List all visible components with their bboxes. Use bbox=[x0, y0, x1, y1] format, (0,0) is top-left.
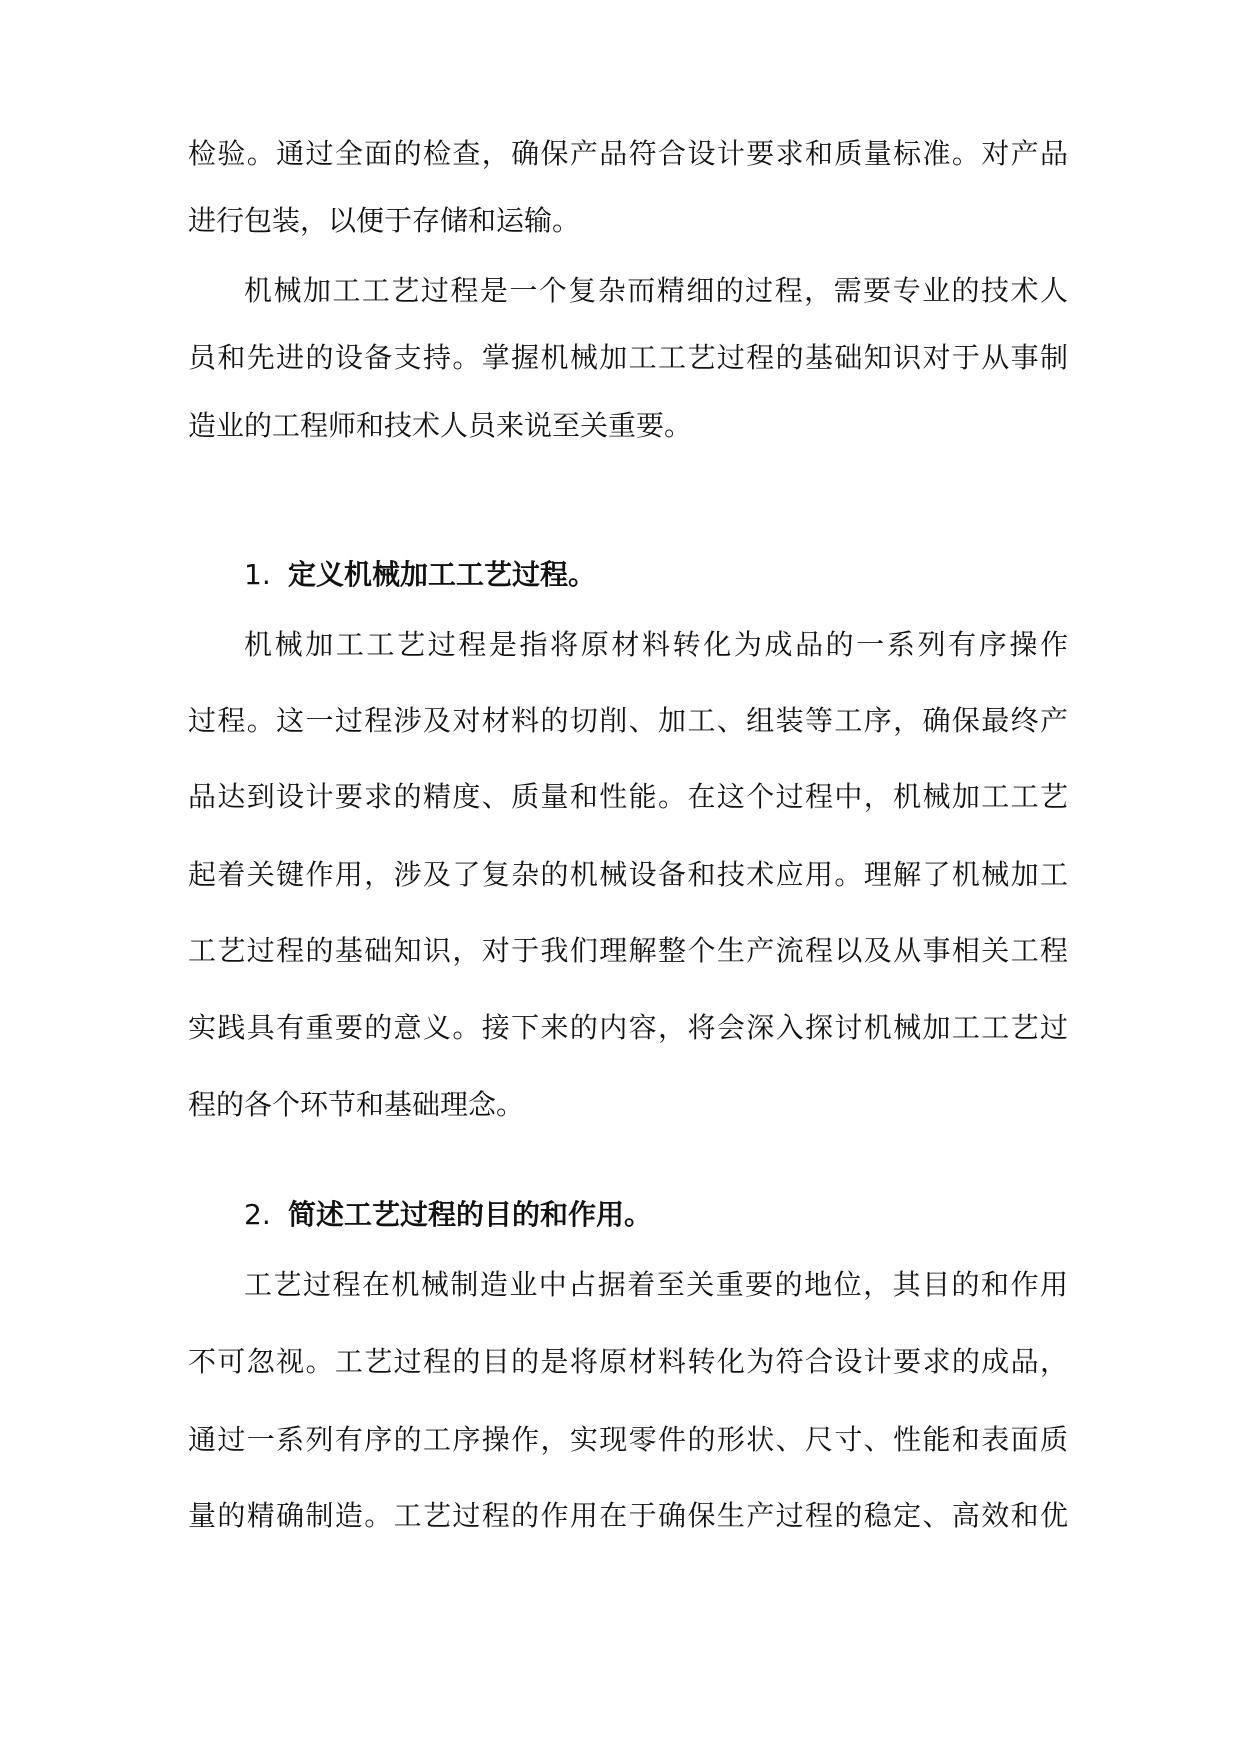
paragraph-line: 通过一系列有序的工序操作，实现零件的形状、尺寸、性能和表面质 bbox=[188, 1423, 1068, 1456]
paragraph-line: 造业的工程师和技术人员来说至关重要。 bbox=[188, 409, 693, 442]
section-heading-2 bbox=[244, 1193, 652, 1237]
paragraph-line: 员和先进的设备支持。掌握机械加工工艺过程的基础知识对于从事制 bbox=[188, 341, 1068, 374]
paragraph-line: 机械加工工艺过程是指将原材料转化为成品的一系列有序操作 bbox=[244, 628, 1068, 661]
paragraph-line: 工艺过程的基础知识，对于我们理解整个生产流程以及从事相关工程 bbox=[188, 934, 1068, 967]
paragraph-line: 程的各个环节和基础理念。 bbox=[188, 1088, 525, 1121]
paragraph-line: 量的精确制造。工艺过程的作用在于确保生产过程的稳定、高效和优 bbox=[188, 1499, 1068, 1532]
paragraph-line: 过程。这一过程涉及对材料的切削、加工、组装等工序，确保最终产 bbox=[188, 704, 1068, 737]
paragraph-line: 品达到设计要求的精度、质量和性能。在这个过程中，机械加工工艺 bbox=[188, 780, 1068, 813]
heading-title: 定义机械加工工艺过程。 bbox=[288, 558, 597, 591]
paragraph-line: 检验。通过全面的检查，确保产品符合设计要求和质量标准。对产品 bbox=[188, 137, 1068, 170]
paragraph-line: 不可忽视。工艺过程的目的是将原材料转化为符合设计要求的成品， bbox=[188, 1345, 1068, 1378]
paragraph-line: 工艺过程在机械制造业中占据着至关重要的地位，其目的和作用 bbox=[244, 1268, 1068, 1301]
heading-title: 简述工艺过程的目的和作用。 bbox=[288, 1198, 653, 1231]
section-heading-1 bbox=[244, 553, 596, 597]
paragraph-line: 进行包装，以便于存储和运输。 bbox=[188, 204, 581, 237]
paragraph-line: 实践具有重要的意义。接下来的内容，将会深入探讨机械加工工艺过 bbox=[188, 1011, 1068, 1044]
heading-number: 1. bbox=[244, 558, 271, 591]
paragraph-line: 机械加工工艺过程是一个复杂而精细的过程，需要专业的技术人 bbox=[244, 274, 1068, 307]
heading-number: 2. bbox=[244, 1198, 271, 1231]
paragraph-line: 起着关键作用，涉及了复杂的机械设备和技术应用。理解了机械加工 bbox=[188, 858, 1068, 891]
